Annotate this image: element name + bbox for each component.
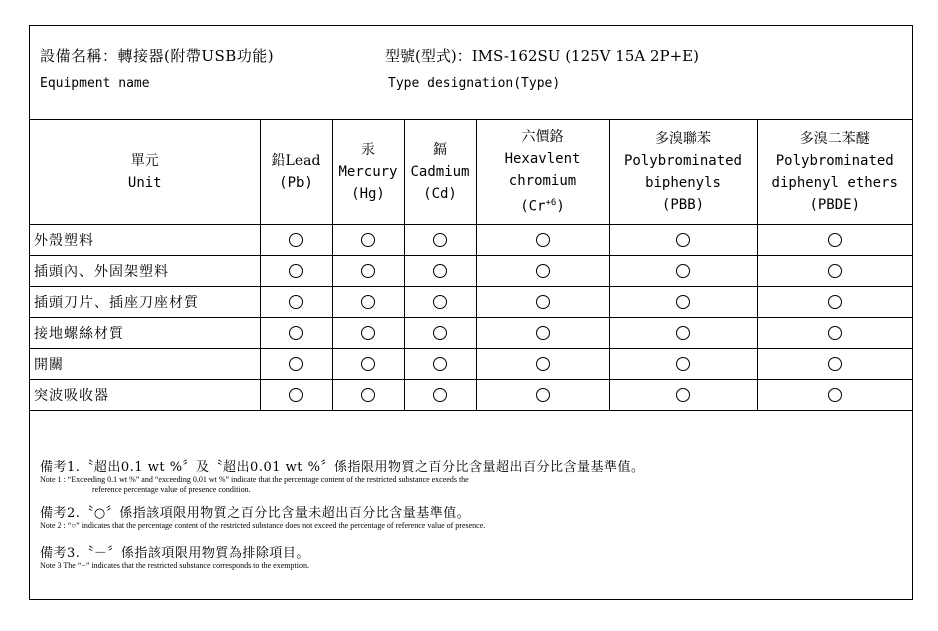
col-chromium-zh: 六價鉻 bbox=[521, 128, 564, 145]
circle-mark-icon bbox=[289, 295, 303, 309]
col-pbb-symbol: (PBB) bbox=[661, 196, 705, 213]
col-chromium bbox=[476, 119, 609, 225]
substance-cell bbox=[260, 287, 332, 318]
substance-cell bbox=[332, 287, 404, 318]
circle-mark-icon bbox=[828, 388, 842, 402]
substance-cell bbox=[404, 287, 476, 318]
circle-mark-icon bbox=[289, 357, 303, 371]
substance-cell bbox=[260, 256, 332, 287]
substance-cell bbox=[757, 287, 912, 318]
col-mercury-zh: 汞 bbox=[361, 141, 375, 158]
cr-sup: +6 bbox=[545, 197, 557, 208]
substance-cell bbox=[609, 256, 757, 287]
table-row bbox=[30, 380, 912, 411]
substance-cell bbox=[332, 225, 404, 256]
circle-mark-icon bbox=[828, 326, 842, 340]
substance-cell bbox=[757, 225, 912, 256]
rohs-declaration-form bbox=[29, 25, 913, 600]
col-pbde-zh: 多溴二苯醚 bbox=[799, 130, 870, 147]
circle-mark-icon bbox=[536, 264, 550, 278]
note1-en-b: reference percentage value of presence condition. bbox=[92, 485, 251, 494]
part-name: 開關 bbox=[30, 349, 260, 380]
col-chromium-en: Hexavlent bbox=[504, 150, 581, 167]
col-cadmium bbox=[404, 119, 476, 225]
note1-en-a: Note 1 : “Exceeding 0.1 wt %” and “exceeding 0.01 wt %” indicate that the percentage content of the restricted substance exceeds the bbox=[40, 475, 469, 484]
substance-cell bbox=[757, 349, 912, 380]
circle-mark-icon bbox=[433, 295, 447, 309]
substance-cell bbox=[260, 380, 332, 411]
substance-cell bbox=[476, 318, 609, 349]
cr-base: (Cr bbox=[520, 198, 546, 215]
circle-mark-icon bbox=[289, 326, 303, 340]
type-designation-en: Type designation(Type) bbox=[388, 76, 561, 91]
circle-mark-icon bbox=[433, 388, 447, 402]
circle-mark-icon bbox=[676, 264, 690, 278]
col-chromium-symbol bbox=[477, 192, 609, 218]
circle-mark-icon bbox=[433, 357, 447, 371]
substance-cell bbox=[260, 349, 332, 380]
substance-cell bbox=[757, 318, 912, 349]
circle-mark-icon bbox=[676, 388, 690, 402]
substance-cell bbox=[404, 349, 476, 380]
circle-mark-icon bbox=[536, 326, 550, 340]
col-pbde-en2: diphenyl ethers bbox=[771, 174, 898, 191]
circle-mark-icon bbox=[676, 326, 690, 340]
part-name: 外殼塑料 bbox=[30, 225, 260, 256]
circle-mark-icon bbox=[828, 357, 842, 371]
table-row bbox=[30, 287, 912, 318]
cr-close: ) bbox=[556, 198, 565, 215]
substance-cell bbox=[476, 287, 609, 318]
substance-cell bbox=[404, 318, 476, 349]
substance-cell bbox=[332, 318, 404, 349]
substance-cell bbox=[609, 380, 757, 411]
note2-zh: 備考2.〝○〞係指該項限用物質之百分比含量未超出百分比含量基準值。 bbox=[40, 506, 471, 521]
circle-mark-icon bbox=[676, 295, 690, 309]
table-row bbox=[30, 349, 912, 380]
col-mercury-symbol: (Hg) bbox=[351, 185, 385, 202]
col-cadmium-symbol: (Cd) bbox=[423, 185, 457, 202]
col-pbb-en: Polybrominated bbox=[623, 152, 742, 169]
substance-cell bbox=[260, 318, 332, 349]
col-mercury bbox=[332, 119, 404, 225]
substance-cell bbox=[404, 380, 476, 411]
substance-cell bbox=[404, 256, 476, 287]
substance-cell bbox=[757, 380, 912, 411]
col-cadmium-en: Cadmium bbox=[410, 163, 470, 180]
table-body bbox=[30, 225, 912, 411]
note3-en: Note 3 The “−” indicates that the restricted substance corresponds to the exemption. bbox=[40, 561, 309, 570]
substance-cell bbox=[476, 256, 609, 287]
col-pbde-en: Polybrominated bbox=[775, 152, 894, 169]
col-pbde-symbol: (PBDE) bbox=[809, 196, 861, 213]
circle-mark-icon bbox=[536, 233, 550, 247]
notes-section bbox=[40, 456, 900, 571]
circle-mark-icon bbox=[361, 326, 375, 340]
equipment-header bbox=[30, 26, 912, 120]
substance-cell bbox=[609, 349, 757, 380]
circle-mark-icon bbox=[289, 388, 303, 402]
col-lead-en: (Pb) bbox=[279, 174, 313, 191]
circle-mark-icon bbox=[433, 326, 447, 340]
substance-cell bbox=[476, 380, 609, 411]
substance-cell bbox=[332, 380, 404, 411]
circle-mark-icon bbox=[361, 233, 375, 247]
note1-zh: 備考1.〝超出0.1 wt %〞及〝超出0.01 wt %〞係指限用物質之百分比含量超出百分比含量基準值。 bbox=[40, 460, 645, 475]
col-unit-en: Unit bbox=[127, 174, 162, 191]
col-pbde bbox=[757, 119, 912, 225]
substance-cell bbox=[609, 318, 757, 349]
circle-mark-icon bbox=[676, 233, 690, 247]
circle-mark-icon bbox=[289, 233, 303, 247]
circle-mark-icon bbox=[361, 357, 375, 371]
circle-mark-icon bbox=[828, 264, 842, 278]
col-pbb-en2: biphenyls bbox=[645, 174, 721, 191]
col-unit-zh: 單元 bbox=[130, 152, 159, 169]
col-mercury-en: Mercury bbox=[338, 163, 398, 180]
col-pbb bbox=[609, 119, 757, 225]
part-name: 插頭刀片、插座刀座材質 bbox=[30, 287, 260, 318]
circle-mark-icon bbox=[361, 388, 375, 402]
part-name: 突波吸收器 bbox=[30, 380, 260, 411]
part-name: 接地螺絲材質 bbox=[30, 318, 260, 349]
circle-mark-icon bbox=[676, 357, 690, 371]
circle-mark-icon bbox=[289, 264, 303, 278]
table-row bbox=[30, 318, 912, 349]
circle-mark-icon bbox=[536, 295, 550, 309]
col-unit bbox=[30, 119, 260, 225]
substance-cell bbox=[757, 256, 912, 287]
circle-mark-icon bbox=[828, 233, 842, 247]
type-designation-zh: 型號(型式)：IMS-162SU (125V 15A 2P+E) bbox=[385, 47, 699, 65]
substance-cell bbox=[476, 225, 609, 256]
equipment-name-en: Equipment name bbox=[40, 76, 150, 91]
table-row bbox=[30, 225, 912, 256]
circle-mark-icon bbox=[361, 295, 375, 309]
equipment-name-zh: 設備名稱：轉接器(附帶USB功能) bbox=[40, 47, 275, 65]
circle-mark-icon bbox=[433, 264, 447, 278]
substance-cell bbox=[260, 225, 332, 256]
circle-mark-icon bbox=[433, 233, 447, 247]
circle-mark-icon bbox=[828, 295, 842, 309]
substance-table bbox=[30, 119, 912, 411]
col-pbb-zh: 多溴聯苯 bbox=[655, 130, 711, 147]
circle-mark-icon bbox=[361, 264, 375, 278]
table-row bbox=[30, 256, 912, 287]
note2-en: Note 2 : “○” indicates that the percentage content of the restricted substance does not exceed the percentage of reference value of presence. bbox=[40, 521, 486, 530]
substance-cell bbox=[332, 349, 404, 380]
circle-mark-icon bbox=[536, 388, 550, 402]
substance-cell bbox=[609, 225, 757, 256]
table-header-row bbox=[30, 119, 912, 225]
substance-cell bbox=[476, 349, 609, 380]
col-lead-zh: 鉛Lead bbox=[271, 152, 321, 169]
col-chromium-en2: chromium bbox=[508, 172, 577, 189]
substance-cell bbox=[404, 225, 476, 256]
substance-cell bbox=[332, 256, 404, 287]
part-name: 插頭內、外固架塑料 bbox=[30, 256, 260, 287]
col-lead bbox=[260, 119, 332, 225]
col-cadmium-zh: 鎘 bbox=[433, 141, 447, 158]
circle-mark-icon bbox=[536, 357, 550, 371]
substance-cell bbox=[609, 287, 757, 318]
note3-zh: 備考3.〝－〞係指該項限用物質為排除項目。 bbox=[40, 546, 310, 561]
